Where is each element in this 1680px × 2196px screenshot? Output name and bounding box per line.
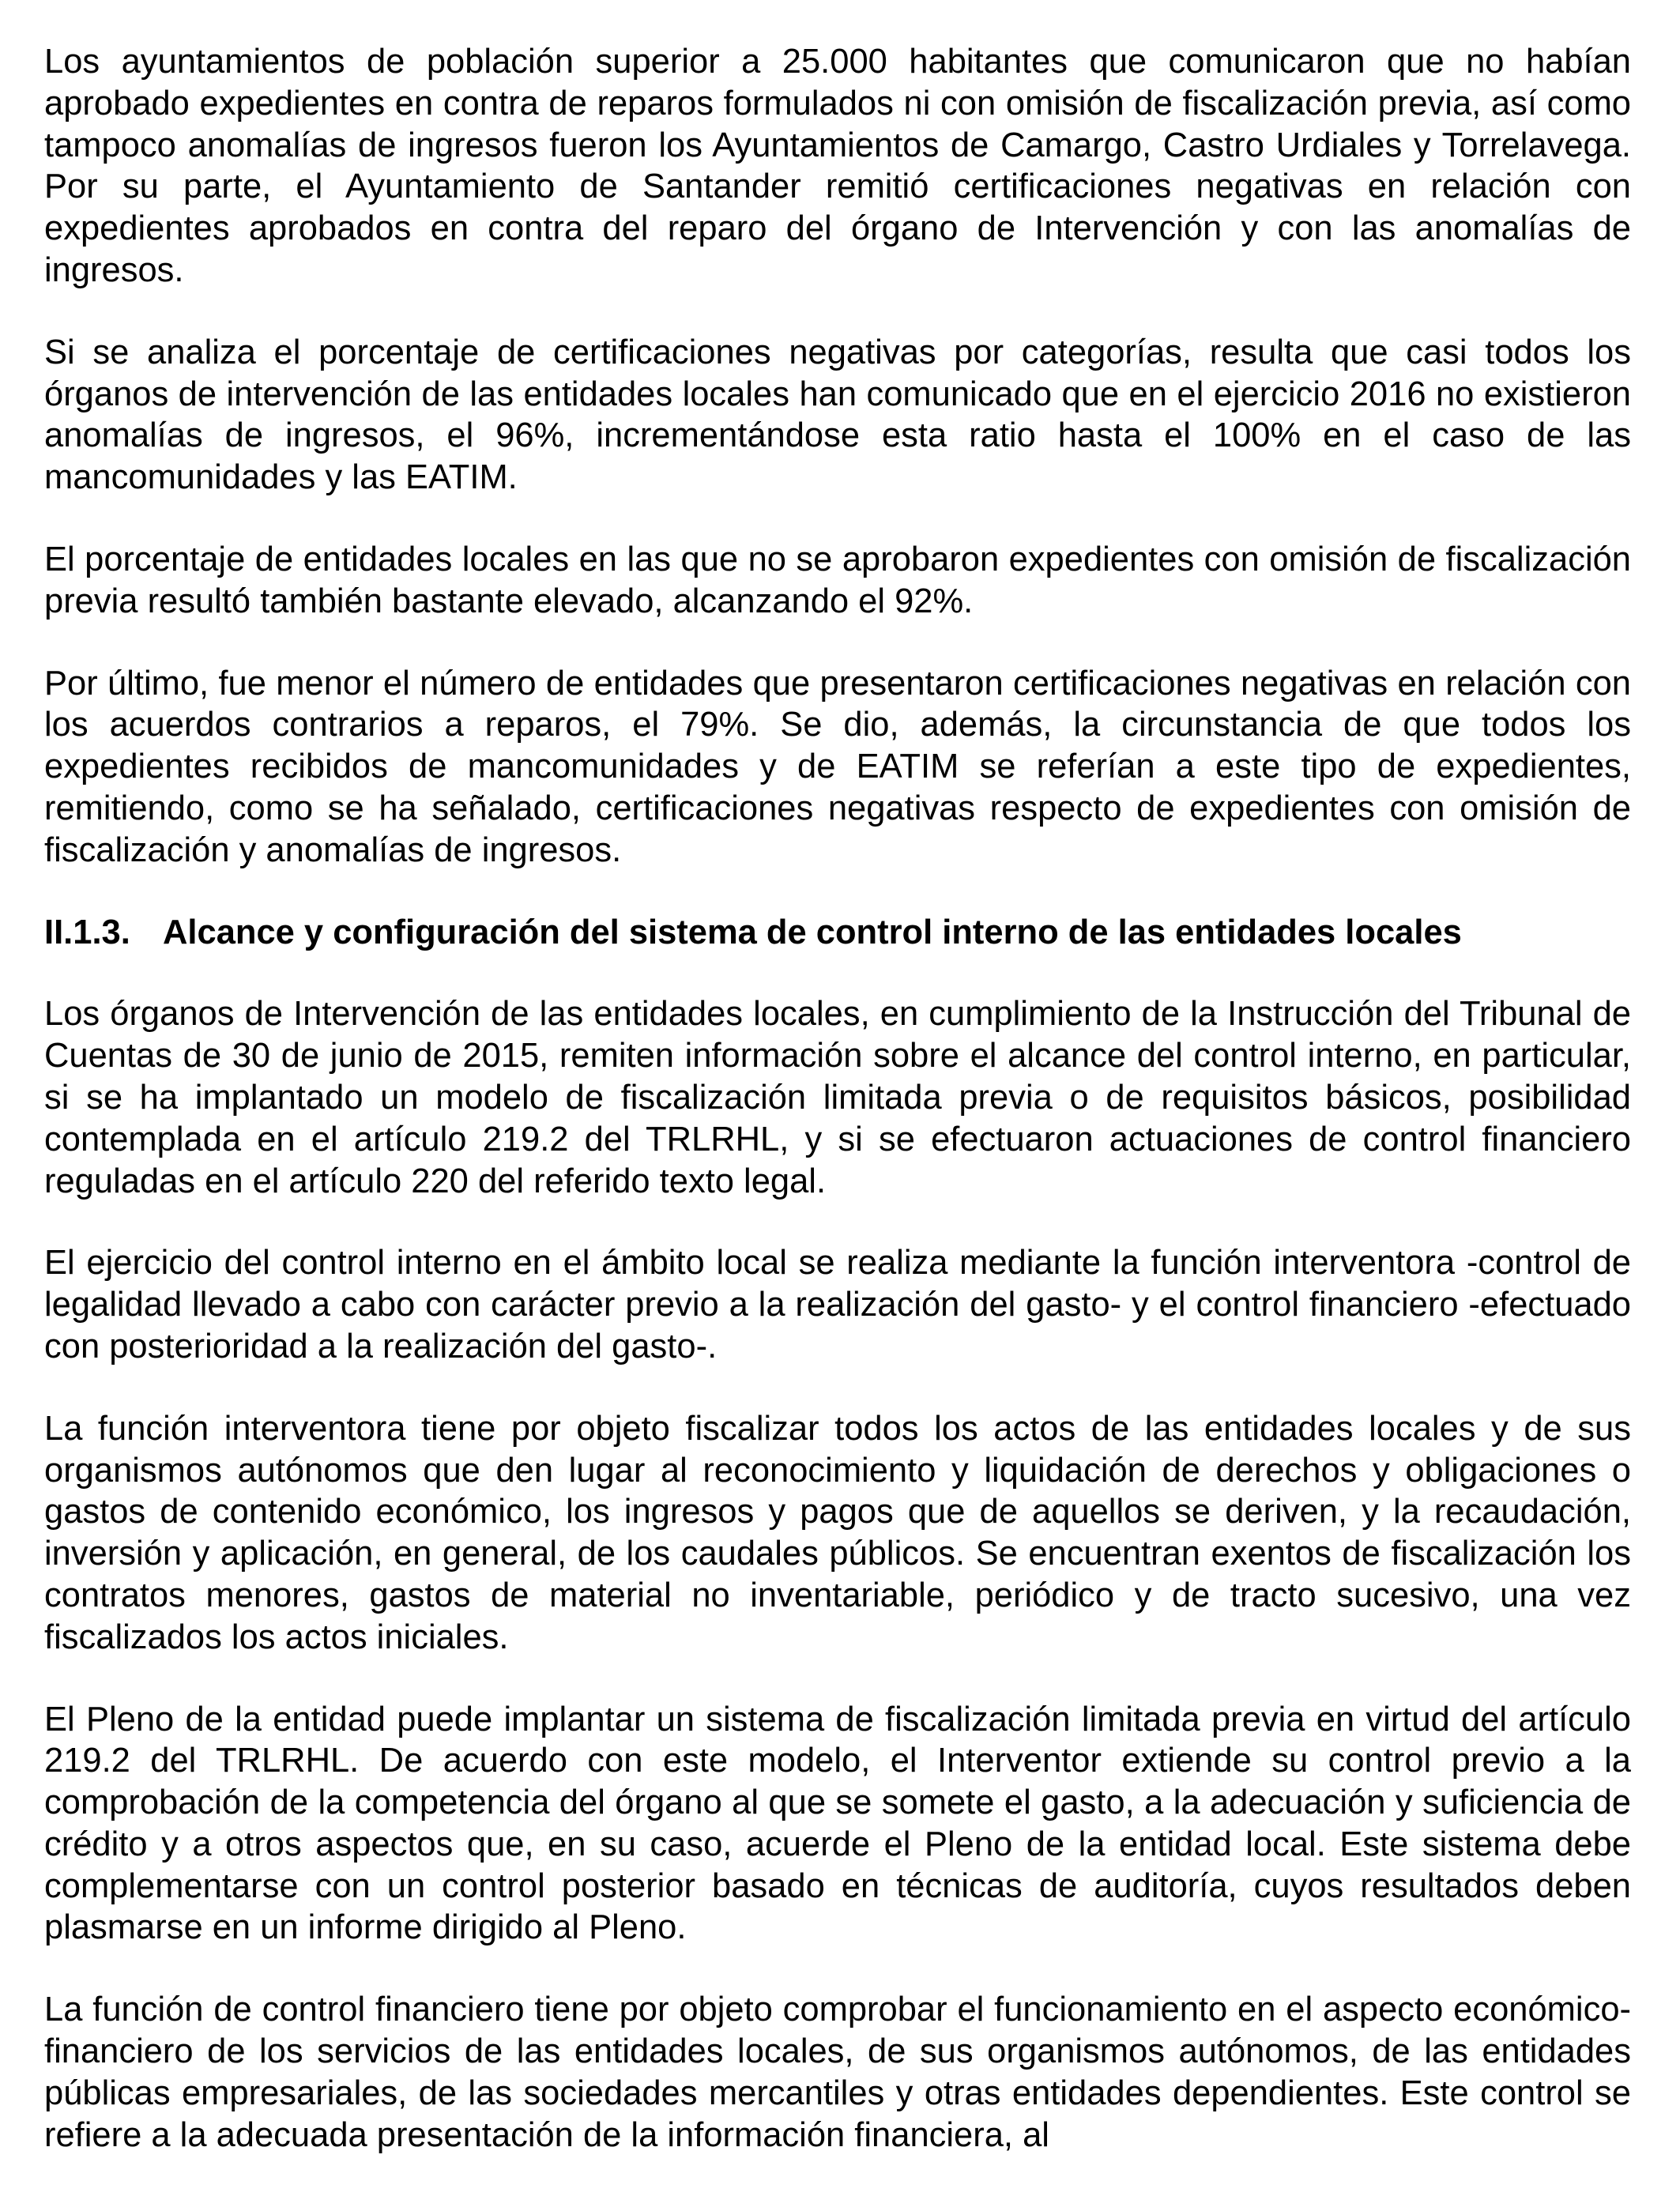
section-title: Alcance y configuración del sistema de control interno de las entidades locales <box>163 913 1462 951</box>
paragraph-porcentaje-categorias: Si se analiza el porcentaje de certificaciones negativas por categorías, resulta que casi todos los órganos de intervención de las entidades locales han comunicado que en el ejercicio 2016 no existieron anomalías de ingresos, el 96%, incrementándose esta ratio hasta el 100% en el caso de las mancomunidades y las EATIM. <box>44 333 1631 497</box>
paragraph-ejercicio-control-interno: El ejercicio del control interno en el ámbito local se realiza mediante la función interventora -control de legalidad llevado a cabo con carácter previo a la realización del gasto- y el control financiero -efectuado con posterioridad a la realización del gasto-. <box>44 1244 1631 1365</box>
paragraph-funcion-interventora: La función interventora tiene por objeto fiscalizar todos los actos de las entidades locales y de sus organismos autónomos que den lugar al reconocimiento y liquidación de derechos y obligaciones o gastos de contenido económico, los ingresos y pagos que de aquellos se deriven, y la recaudación, inversión y aplicación, en general, de los caudales públicos. Se encuentran exentos de fiscalización los contratos menores, gastos de material no inventariable, periódico y de tracto sucesivo, una vez fiscalizados los actos iniciales. <box>44 1409 1631 1656</box>
paragraph-ayuntamientos-certificaciones: Los ayuntamientos de población superior a 25.000 habitantes que comunicaron que no habían aprobado expedientes en contra de reparos formulados ni con omisión de fiscalización previa, así como tampoco anomalías de ingresos fueron los Ayuntamientos de Camargo, Castro Urdiales y Torrelavega. Por su parte, el Ayuntamiento de Santander remitió certificaciones negativas en relación con expedientes aprobados en contra del reparo del órgano de Intervención y con las anomalías de ingresos. <box>44 43 1631 289</box>
section-number: II.1.3. <box>44 913 130 951</box>
document-page <box>44 41 1631 2196</box>
paragraph-acuerdos-contrarios-reparos: Por último, fue menor el número de entidades que presentaron certificaciones negativas en relación con los acuerdos contrarios a reparos, el 79%. Se dio, además, la circunstancia de que todos los expedientes recibidos de mancomunidades y de EATIM se referían a este tipo de expedientes, remitiendo, como se ha señalado, certificaciones negativas respecto de expedientes con omisión de fiscalización y anomalías de ingresos. <box>44 664 1631 869</box>
paragraph-fiscalizacion-limitada: El Pleno de la entidad puede implantar un sistema de fiscalización limitada previa en virtud del artículo 219.2 del TRLRHL. De acuerdo con este modelo, el Interventor extiende su control previo a la comprobación de la competencia del órgano al que se somete el gasto, a la adecuación y suficiencia de crédito y a otros aspectos que, en su caso, acuerde el Pleno de la entidad local. Este sistema debe complementarse con un control posterior basado en técnicas de auditoría, cuyos resultados deben plasmarse en un informe dirigido al Pleno. <box>44 1700 1631 1947</box>
paragraph-organos-intervencion: Los órganos de Intervención de las entidades locales, en cumplimiento de la Instrucción del Tribunal de Cuentas de 30 de junio de 2015, remiten información sobre el alcance del control interno, en particular, si se ha implantado un modelo de fiscalización limitada previa o de requisitos básicos, posibilidad contemplada en el artículo 219.2 del TRLRHL, y si se efectuaron actuaciones de control financiero reguladas en el artículo 220 del referido texto legal. <box>44 995 1631 1200</box>
section-heading <box>44 912 1631 954</box>
paragraph-control-financiero: La función de control financiero tiene por objeto comprobar el funcionamiento en el aspecto económico-financiero de los servicios de las entidades locales, de sus organismos autónomos, de las entidades públicas empresariales, de las sociedades mercantiles y otras entidades dependientes. Este control se refiere a la adecuada presentación de la información financiera, al <box>44 1991 1631 2154</box>
paragraph-omision-fiscalizacion: El porcentaje de entidades locales en las que no se aprobaron expedientes con omisión de fiscalización previa resultó también bastante elevado, alcanzando el 92%. <box>44 540 1631 620</box>
